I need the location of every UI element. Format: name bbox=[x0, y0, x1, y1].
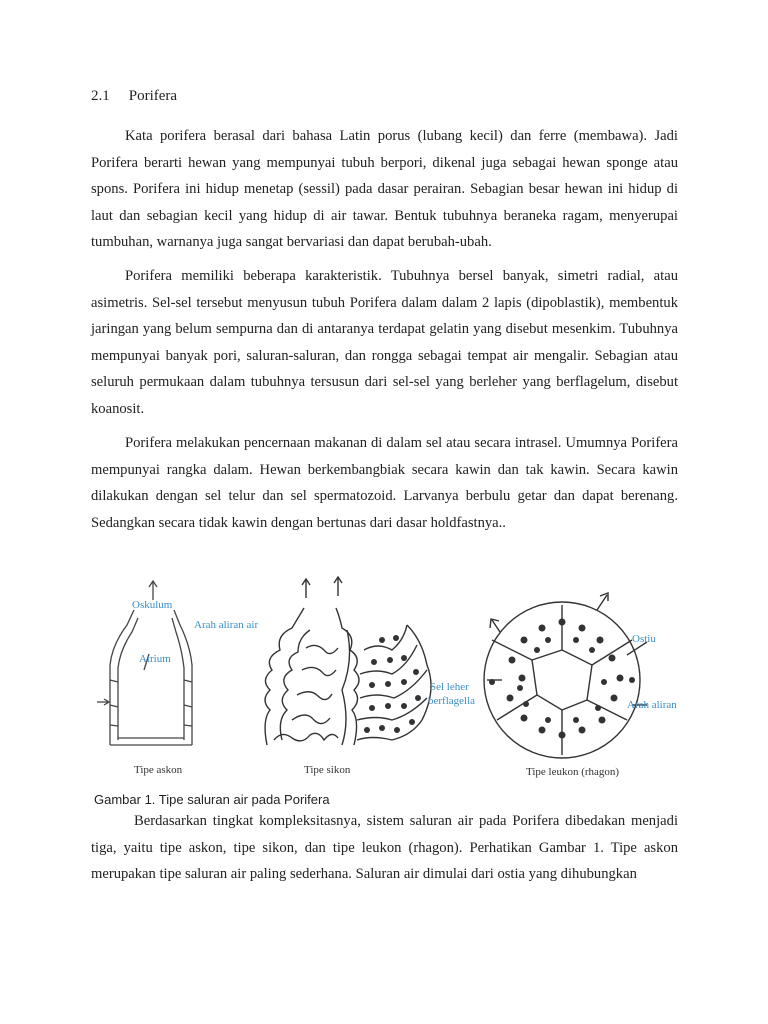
label-sel-leher-line2: berflagella bbox=[428, 695, 476, 707]
label-tipe-sikon: Tipe sikon bbox=[304, 764, 351, 776]
sikon-diagram bbox=[265, 577, 431, 745]
leukon-diagram bbox=[484, 593, 647, 758]
label-atrium: Atrium bbox=[139, 653, 171, 665]
figure-canal-types bbox=[92, 570, 687, 785]
section-heading bbox=[91, 88, 177, 105]
label-arah-aliran: Arah aliran bbox=[627, 699, 677, 711]
label-tipe-leukon: Tipe leukon (rhagon) bbox=[526, 766, 620, 778]
paragraph-intro: Kata porifera berasal dari bahasa Latin porus (lubang kecil) dan ferre (membawa). Jadi Porifera berarti hewan yang mempunyai tubuh berpori, dikenal juga sebagai hewan sponge atau spons. Porifera ini hidup menetap (sessil) pada dasar perairan. Sebagian besar hewan ini hidup di laut dan sebagian kecil yang hidup di air tawar. Bentuk tubuhnya beraneka ragam, menyerupai tumbuhan, warnanya juga sangat bervariasi dan dapat berubah-ubah. bbox=[91, 128, 678, 250]
figure-caption: Gambar 1. Tipe saluran air pada Porifera bbox=[94, 792, 330, 807]
label-ostium: Ostiu bbox=[632, 633, 656, 645]
label-arah-aliran-air: Arah aliran air bbox=[194, 619, 259, 631]
paragraph-canal-systems: Berdasarkan tingkat kompleksitasnya, sistem saluran air pada Porifera dibedakan menjadi tiga, yaitu tipe askon, tipe sikon, dan tipe leukon (rhagon). Perhatikan Gambar 1. Tipe askon merupakan tipe saluran air paling sederhana. Saluran air dimulai dari ostia yang dihubungkan bbox=[91, 813, 678, 882]
canal-types-illustration bbox=[92, 570, 687, 785]
paragraph-characteristics: Porifera memiliki beberapa karakteristik. Tubuhnya bersel banyak, simetri radial, atau asimetris. Sel-sel tersebut menyusun tubuh Porifera dalam dalam 2 lapis (dipoblastik), membentuk jaringan yang belum sempurna dan di antaranya terdapat gelatin yang disebut mesenkim. Tubuhnya mempunyai banyak pori, saluran-saluran, dan rongga sebagai tempat air mengalir. Sebagian atau seluruh permukaan dalam tubuhnya tersusun dari sel-sel yang berleher yang berflagelum, disebut koanosit. bbox=[91, 268, 678, 417]
section-title: Porifera bbox=[128, 88, 178, 104]
label-sel-leher-line1: Sel leher bbox=[430, 681, 469, 693]
section-number: 2.1 bbox=[91, 88, 110, 104]
label-oskulum: Oskulum bbox=[132, 599, 173, 611]
label-tipe-askon: Tipe askon bbox=[134, 764, 183, 776]
paragraph-digestion: Porifera melakukan pencernaan makanan di dalam sel atau secara intrasel. Umumnya Porifera mempunyai rangka dalam. Hewan berkembangbiak secara kawin dan tak kawin. Secara kawin dilakukan dengan sel telur dan sel spermatozoid. Larvanya berbulu getar dan dapat berenang. Sedangkan secara tidak kawin dengan bertunas dari dasar holdfastnya.. bbox=[91, 435, 678, 531]
